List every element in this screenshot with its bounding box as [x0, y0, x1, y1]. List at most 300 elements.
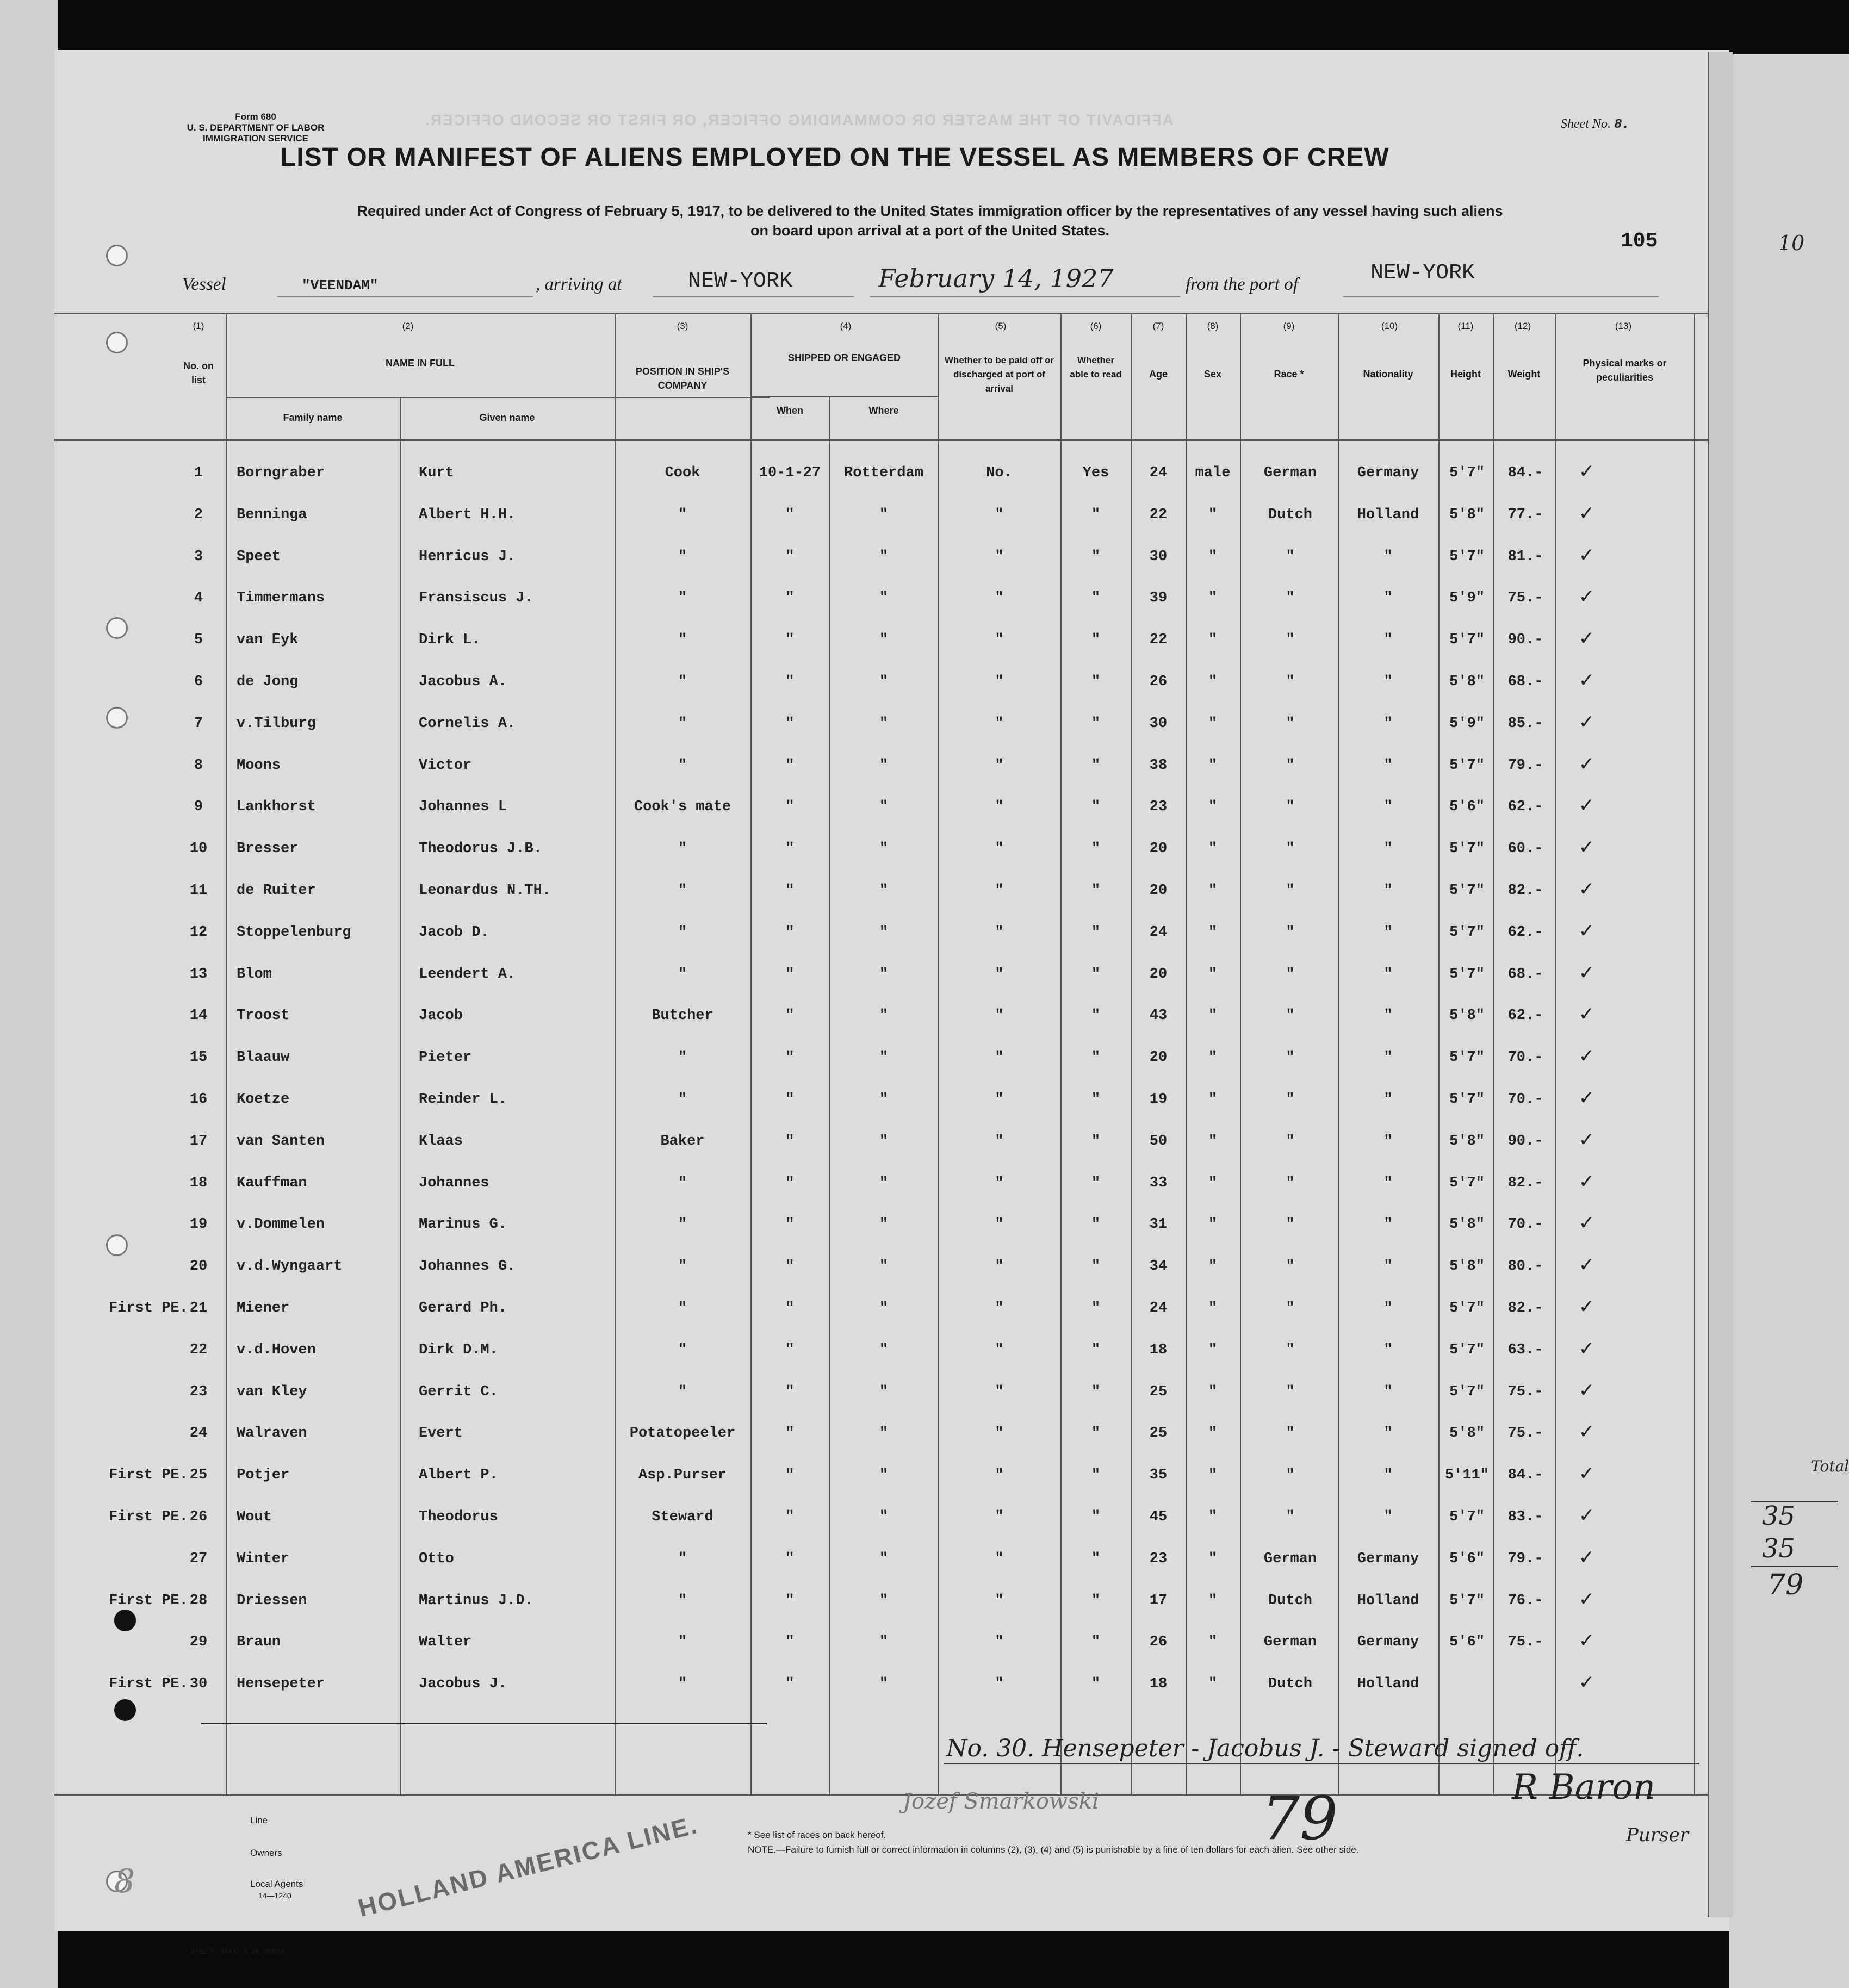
paid-off-cell: " — [995, 1467, 1004, 1483]
weight-cell: 75.- — [1507, 1634, 1543, 1650]
column-divider — [400, 397, 401, 1794]
given-name-cell: Marinus G. — [419, 1216, 507, 1233]
paid-off-cell: " — [995, 841, 1004, 857]
age-cell: 43 — [1149, 1008, 1168, 1024]
row-number-cell: 30 — [189, 1676, 208, 1692]
shipped-where-cell: " — [879, 1300, 889, 1316]
check-mark-icon: ✓ — [1580, 544, 1593, 569]
family-name-cell: Moons — [237, 757, 281, 774]
shipped-when-cell: " — [785, 1091, 795, 1108]
shipped-when-cell: " — [785, 1551, 795, 1567]
margin-total-3: 79 — [1767, 1569, 1804, 1601]
shipped-where-cell: " — [879, 1133, 889, 1150]
row-number-cell: 21 — [189, 1300, 208, 1316]
row-number-cell: 27 — [189, 1551, 208, 1567]
family-name-cell: Driessen — [237, 1593, 307, 1609]
able-to-read-cell: " — [1091, 757, 1101, 774]
shipped-when-cell: " — [785, 1258, 795, 1275]
holland-america-stamp: HOLLAND AMERICA LINE. — [355, 1810, 701, 1922]
height-cell: 5'8" — [1449, 507, 1485, 523]
age-cell: 20 — [1149, 1049, 1168, 1066]
nationality-cell: " — [1383, 1384, 1393, 1400]
nationality-cell: Holland — [1357, 1593, 1419, 1609]
age-cell: 23 — [1149, 1551, 1168, 1567]
weight-cell: 80.- — [1507, 1258, 1543, 1275]
check-mark-icon: ✓ — [1580, 794, 1593, 819]
shipped-where-cell: " — [879, 799, 889, 815]
nationality-cell: " — [1383, 1049, 1393, 1066]
shipped-where-cell: " — [879, 1342, 889, 1358]
weight-cell: 82.- — [1507, 883, 1543, 899]
position-cell: " — [678, 549, 687, 565]
height-cell: 5'7" — [1449, 966, 1485, 983]
sex-cell: " — [1208, 924, 1218, 941]
able-to-read-cell: Yes — [1082, 465, 1109, 481]
sex-cell: " — [1208, 1593, 1218, 1609]
position-cell: Butcher — [652, 1008, 713, 1024]
paid-off-cell: " — [995, 1258, 1004, 1275]
height-cell: 5'7" — [1449, 1342, 1485, 1358]
shipped-where-cell: " — [879, 1091, 889, 1108]
col-num-3: (3) — [677, 321, 688, 331]
row-number-cell: 12 — [189, 924, 208, 941]
shipped-where-cell: " — [879, 757, 889, 774]
able-to-read-cell: " — [1091, 507, 1101, 523]
weight-cell: 60.- — [1507, 841, 1543, 857]
paid-off-cell: " — [995, 1175, 1004, 1191]
position-cell: " — [678, 674, 687, 690]
paid-off-cell: " — [995, 590, 1004, 606]
height-cell: 5'7" — [1449, 1049, 1485, 1066]
family-name-cell: Stoppelenburg — [237, 924, 351, 941]
paid-off-cell: " — [995, 1342, 1004, 1358]
col-header-family-name: Family name — [283, 412, 343, 423]
row-prefix-cell: First PE. — [109, 1593, 188, 1609]
nationality-cell: " — [1383, 1300, 1393, 1316]
age-cell: 19 — [1149, 1091, 1168, 1108]
race-cell: " — [1286, 1425, 1295, 1442]
paid-off-cell: " — [995, 966, 1004, 983]
row-number-cell: 26 — [189, 1509, 208, 1525]
sex-cell: " — [1208, 799, 1218, 815]
given-name-cell: Theodorus — [419, 1509, 498, 1525]
race-cell: " — [1286, 549, 1295, 565]
subtitle-line-2: on board upon arrival at a port of the United States. — [750, 222, 1110, 239]
sex-cell: " — [1208, 1091, 1218, 1108]
given-name-cell: Cornelis A. — [419, 716, 516, 732]
age-cell: 30 — [1149, 716, 1168, 732]
able-to-read-cell: " — [1091, 1008, 1101, 1024]
row-number-cell: 7 — [194, 716, 203, 732]
nationality-cell: " — [1383, 674, 1393, 690]
race-cell: " — [1286, 1384, 1295, 1400]
nationality-cell: " — [1383, 590, 1393, 606]
position-cell: " — [678, 1384, 687, 1400]
col-num-6: (6) — [1090, 321, 1102, 331]
age-cell: 38 — [1149, 757, 1168, 774]
able-to-read-cell: " — [1091, 1467, 1101, 1483]
height-cell: 5'7" — [1449, 883, 1485, 899]
sheet-edge-strip — [1708, 52, 1733, 1917]
weight-cell: 90.- — [1507, 1133, 1543, 1150]
weight-cell: 62.- — [1507, 799, 1543, 815]
check-mark-icon: ✓ — [1580, 1296, 1593, 1320]
able-to-read-cell: " — [1091, 1342, 1101, 1358]
check-mark-icon: ✓ — [1580, 962, 1593, 986]
position-cell: " — [678, 883, 687, 899]
col-header-physical-marks: Physical marks or peculiarities — [1583, 358, 1667, 383]
bleed-through-text: AFFIDAVIT OF THE MASTER OR COMMANDING OFFICER, OR FIRST OR SECOND OFFICER. — [424, 111, 1174, 128]
col-header-height: Height — [1450, 369, 1481, 380]
left-page-edge — [0, 0, 58, 1988]
row-number-cell: 15 — [189, 1049, 208, 1066]
sex-cell: " — [1208, 1384, 1218, 1400]
check-mark-icon: ✓ — [1580, 461, 1593, 485]
paid-off-cell: " — [995, 1008, 1004, 1024]
race-cell: " — [1286, 1133, 1295, 1150]
header-bottom-rule — [54, 439, 1708, 441]
from-underline — [1343, 296, 1659, 297]
family-name-cell: Benninga — [237, 507, 307, 523]
height-cell: 5'7" — [1449, 1091, 1485, 1108]
shipped-when-cell: " — [785, 1384, 795, 1400]
col-header-race: Race * — [1274, 369, 1304, 380]
family-name-cell: Wout — [237, 1509, 272, 1525]
given-name-cell: Fransiscus J. — [419, 590, 533, 606]
shipped-when-cell: " — [785, 1676, 795, 1692]
weight-cell: 76.- — [1507, 1593, 1543, 1609]
race-cell: German — [1263, 465, 1317, 481]
check-mark-icon: ✓ — [1580, 1003, 1593, 1028]
weight-cell: 70.- — [1507, 1216, 1543, 1233]
given-name-cell: Martinus J.D. — [419, 1593, 533, 1609]
paid-off-cell: " — [995, 549, 1004, 565]
position-cell: Asp.Purser — [638, 1467, 727, 1483]
form-subtitle — [207, 201, 1653, 240]
col-num-5: (5) — [995, 321, 1007, 331]
height-cell: 5'8" — [1449, 1258, 1485, 1275]
col-header-name-in-full: NAME IN FULL — [386, 358, 455, 369]
able-to-read-cell: " — [1091, 1509, 1101, 1525]
row-prefix-cell: First PE. — [109, 1467, 188, 1483]
shipped-when-cell: " — [785, 1425, 795, 1442]
height-cell: 5'7" — [1449, 1175, 1485, 1191]
shipped-where-cell: Rotterdam — [844, 465, 923, 481]
family-name-cell: Speet — [237, 549, 281, 565]
bottom-scrawl: 79 — [1262, 1784, 1338, 1853]
check-mark-icon: ✓ — [1580, 878, 1593, 903]
age-cell: 34 — [1149, 1258, 1168, 1275]
sex-cell: " — [1208, 841, 1218, 857]
weight-cell: 68.- — [1507, 966, 1543, 983]
height-cell: 5'8" — [1449, 1216, 1485, 1233]
paid-off-cell: " — [995, 507, 1004, 523]
row-number-cell: 14 — [189, 1008, 208, 1024]
check-mark-icon: ✓ — [1580, 1630, 1593, 1654]
given-name-cell: Jacob — [419, 1008, 463, 1024]
position-cell: " — [678, 924, 687, 941]
sex-cell: " — [1208, 1425, 1218, 1442]
row-number-cell: 6 — [194, 674, 203, 690]
height-cell: 5'8" — [1449, 1133, 1485, 1150]
position-cell: " — [678, 590, 687, 606]
weight-cell: 62.- — [1507, 1008, 1543, 1024]
col-num-8: (8) — [1207, 321, 1219, 331]
print-code: 3782 T. - 5000. 9 '26. 00584. — [190, 1947, 287, 1955]
race-cell: " — [1286, 799, 1295, 815]
sex-cell: " — [1208, 1509, 1218, 1525]
shipped-where-cell: " — [879, 1425, 889, 1442]
race-cell: " — [1286, 674, 1295, 690]
margin-total-label: Total — [1811, 1457, 1849, 1475]
margin-number: 10 — [1778, 231, 1805, 255]
shipped-where-cell: " — [879, 1258, 889, 1275]
arriving-port: NEW-YORK — [688, 269, 793, 294]
race-cell: German — [1263, 1551, 1317, 1567]
family-name-cell: v.d.Hoven — [237, 1342, 316, 1358]
arrival-date — [878, 264, 1114, 293]
nationality-cell: " — [1383, 841, 1393, 857]
able-to-read-cell: " — [1091, 1091, 1101, 1108]
position-cell: " — [678, 1593, 687, 1609]
paid-off-cell: No. — [986, 465, 1013, 481]
check-mark-icon: ✓ — [1580, 502, 1593, 527]
column-divider — [615, 314, 616, 1794]
race-cell: " — [1286, 1258, 1295, 1275]
weight-cell: 85.- — [1507, 716, 1543, 732]
age-cell: 22 — [1149, 507, 1168, 523]
column-divider — [1493, 314, 1494, 1794]
department-name: U. S. DEPARTMENT OF LABOR — [187, 122, 325, 133]
able-to-read-cell: " — [1091, 883, 1101, 899]
able-to-read-cell: " — [1091, 1425, 1101, 1442]
age-cell: 39 — [1149, 590, 1168, 606]
able-to-read-cell: " — [1091, 1551, 1101, 1567]
nationality-cell: Germany — [1357, 465, 1419, 481]
shipped-where-cell: " — [879, 924, 889, 941]
able-to-read-cell: " — [1091, 674, 1101, 690]
given-name-cell: Albert H.H. — [419, 507, 516, 523]
shipped-where-cell: " — [879, 966, 889, 983]
check-mark-icon: ✓ — [1580, 753, 1593, 778]
paid-off-cell: " — [995, 1216, 1004, 1233]
column-divider — [1555, 314, 1556, 1794]
race-cell: " — [1286, 1175, 1295, 1191]
family-name-cell: van Santen — [237, 1133, 325, 1150]
given-name-cell: Kurt — [419, 465, 454, 481]
given-name-cell: Leendert A. — [419, 966, 516, 983]
able-to-read-cell: " — [1091, 966, 1101, 983]
check-mark-icon: ✓ — [1580, 586, 1593, 610]
sex-cell: " — [1208, 1049, 1218, 1066]
height-cell: 5'7" — [1449, 757, 1485, 774]
race-cell: " — [1286, 632, 1295, 648]
check-mark-icon: ✓ — [1580, 1588, 1593, 1613]
age-cell: 33 — [1149, 1175, 1168, 1191]
sex-cell: " — [1208, 590, 1218, 606]
row-number-cell: 25 — [189, 1467, 208, 1483]
check-mark-icon: ✓ — [1580, 836, 1593, 861]
position-cell: Cook's mate — [634, 799, 731, 815]
height-cell: 5'7" — [1449, 1593, 1485, 1609]
punch-hole — [106, 245, 128, 266]
able-to-read-cell: " — [1091, 590, 1101, 606]
shipped-when-cell: 10-1-27 — [759, 465, 821, 481]
nationality-cell: " — [1383, 1258, 1393, 1275]
given-name-cell: Henricus J. — [419, 549, 516, 565]
height-cell: 5'7" — [1449, 841, 1485, 857]
race-cell: " — [1286, 1342, 1295, 1358]
margin-total-2: 35 — [1762, 1533, 1796, 1564]
age-cell: 30 — [1149, 549, 1168, 565]
column-divider — [226, 314, 227, 1794]
col-num-13: (13) — [1615, 321, 1632, 331]
column-divider — [1438, 314, 1440, 1794]
race-cell: " — [1286, 590, 1295, 606]
check-mark-icon: ✓ — [1580, 1505, 1593, 1529]
row-number-cell: 29 — [189, 1634, 208, 1650]
family-name-cell: v.d.Wyngaart — [237, 1258, 343, 1275]
nationality-cell: " — [1383, 1133, 1393, 1150]
position-cell: " — [678, 757, 687, 774]
age-cell: 35 — [1149, 1467, 1168, 1483]
page-title: LIST OR MANIFEST OF ALIENS EMPLOYED ON THE VESSEL AS MEMBERS OF CREW — [280, 143, 1389, 172]
nationality-cell: " — [1383, 1467, 1393, 1483]
sex-cell: " — [1208, 1300, 1218, 1316]
weight-cell: 83.- — [1507, 1509, 1543, 1525]
sex-cell: male — [1195, 465, 1231, 481]
race-cell: " — [1286, 1300, 1295, 1316]
margin-rule — [1751, 1566, 1838, 1567]
shipped-when-cell: " — [785, 716, 795, 732]
position-cell: Potatopeeler — [629, 1425, 736, 1442]
line-label: Line — [250, 1815, 268, 1825]
height-cell: 5'9" — [1449, 590, 1485, 606]
col-header-age: Age — [1149, 369, 1168, 380]
sex-cell: " — [1208, 1467, 1218, 1483]
race-cell: Dutch — [1268, 507, 1312, 523]
right-page-edge — [1729, 54, 1849, 1988]
purser-signature: R Baron — [1512, 1767, 1656, 1807]
shipped-when-cell: " — [785, 507, 795, 523]
arrival-date-year: 7 — [1097, 264, 1114, 293]
height-cell: 5'7" — [1449, 549, 1485, 565]
nationality-cell: Germany — [1357, 1551, 1419, 1567]
position-cell: " — [678, 1300, 687, 1316]
col-num-4: (4) — [840, 321, 852, 331]
able-to-read-cell: " — [1091, 716, 1101, 732]
shipped-when-cell: " — [785, 1008, 795, 1024]
position-cell: " — [678, 841, 687, 857]
nationality-cell: " — [1383, 1008, 1393, 1024]
col-num-9: (9) — [1283, 321, 1295, 331]
weight-cell: 70.- — [1507, 1091, 1543, 1108]
age-cell: 26 — [1149, 674, 1168, 690]
shipped-where-cell: " — [879, 716, 889, 732]
shipped-when-cell: " — [785, 674, 795, 690]
service-name: IMMIGRATION SERVICE — [203, 133, 308, 144]
family-name-cell: Troost — [237, 1008, 290, 1024]
arrival-date-text: February 14, 192 — [878, 264, 1098, 293]
able-to-read-cell: " — [1091, 1384, 1101, 1400]
age-cell: 26 — [1149, 1634, 1168, 1650]
shipped-where-cell: " — [879, 1593, 889, 1609]
sex-cell: " — [1208, 549, 1218, 565]
height-cell: 5'8" — [1449, 674, 1485, 690]
race-cell: German — [1263, 1634, 1317, 1650]
given-name-cell: Jacob D. — [419, 924, 489, 941]
shipped-when-cell: " — [785, 549, 795, 565]
shipped-when-cell: " — [785, 1216, 795, 1233]
height-cell: 5'11" — [1444, 1467, 1489, 1483]
col-num-11: (11) — [1457, 321, 1474, 331]
shipped-where-cell: " — [879, 1049, 889, 1066]
weight-cell: 70.- — [1507, 1049, 1543, 1066]
footnote-races: * See list of races on back hereof. — [748, 1830, 886, 1840]
race-cell: " — [1286, 757, 1295, 774]
able-to-read-cell: " — [1091, 1300, 1101, 1316]
arriving-label: , arriving at — [536, 275, 622, 294]
check-mark-icon: ✓ — [1580, 1463, 1593, 1487]
able-to-read-cell: " — [1091, 1634, 1101, 1650]
col-num-10: (10) — [1381, 321, 1398, 331]
row-number-cell: 4 — [194, 590, 203, 606]
age-cell: 23 — [1149, 799, 1168, 815]
given-name-cell: Victor — [419, 757, 472, 774]
nationality-cell: " — [1383, 1175, 1393, 1191]
check-mark-icon: ✓ — [1580, 1171, 1593, 1195]
weight-cell: 75.- — [1507, 590, 1543, 606]
table-bottom-rule — [54, 1794, 1708, 1796]
column-divider — [1060, 314, 1062, 1794]
row-number-cell: 23 — [189, 1384, 208, 1400]
age-cell: 20 — [1149, 841, 1168, 857]
paid-off-cell: " — [995, 1425, 1004, 1442]
form-number: Form 680 — [235, 111, 276, 122]
shipped-where-cell: " — [879, 841, 889, 857]
row-number-cell: 20 — [189, 1258, 208, 1275]
able-to-read-cell: " — [1091, 1258, 1101, 1275]
able-to-read-cell: " — [1091, 1133, 1101, 1150]
family-name-cell: de Jong — [237, 674, 299, 690]
age-cell: 24 — [1149, 465, 1168, 481]
row-number-cell: 22 — [189, 1342, 208, 1358]
height-cell: 5'7" — [1449, 1509, 1485, 1525]
position-cell: Steward — [652, 1509, 713, 1525]
vessel-name: "VEENDAM" — [302, 277, 379, 294]
family-name-cell: Timmermans — [237, 590, 325, 606]
weight-cell: 81.- — [1507, 549, 1543, 565]
age-cell: 45 — [1149, 1509, 1168, 1525]
nationality-cell: " — [1383, 716, 1393, 732]
shipped-when-cell: " — [785, 966, 795, 983]
height-cell: 5'9" — [1449, 716, 1485, 732]
shipped-subheader-rule — [750, 396, 938, 397]
age-cell: 20 — [1149, 883, 1168, 899]
footnote-note: NOTE.—Failure to furnish full or correct information in columns (2), (3), (4) and (5) is punishable by a fine of ten dollars for each alien. See other side. — [748, 1844, 1359, 1855]
paid-off-cell: " — [995, 799, 1004, 815]
shipped-when-cell: " — [785, 1049, 795, 1066]
vessel-label: Vessel — [182, 275, 226, 294]
col-header-no-on-list: No. on list — [183, 361, 214, 386]
sex-cell: " — [1208, 1216, 1218, 1233]
position-cell: " — [678, 1216, 687, 1233]
able-to-read-cell: " — [1091, 1216, 1101, 1233]
shipped-where-cell: " — [879, 883, 889, 899]
col-header-position: POSITION IN SHIP'S COMPANY — [635, 366, 730, 391]
paid-off-cell: " — [995, 1300, 1004, 1316]
check-mark-icon: ✓ — [1580, 1338, 1593, 1362]
